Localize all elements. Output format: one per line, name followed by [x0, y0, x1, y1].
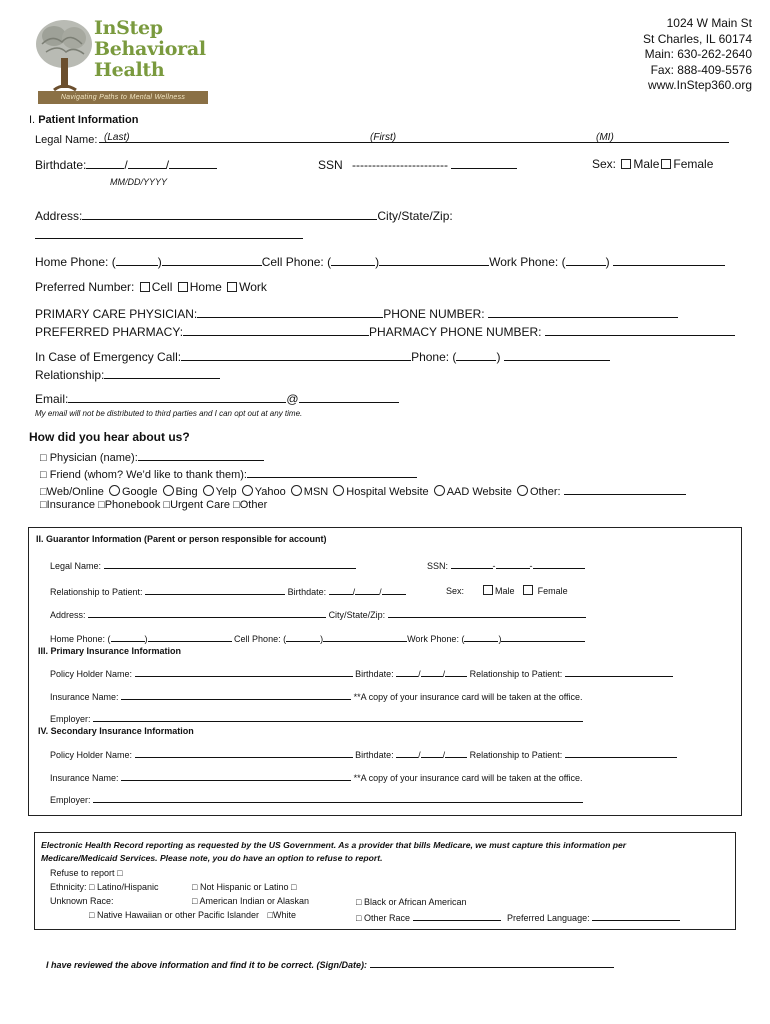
american-indian-checkbox[interactable]: □	[192, 896, 198, 906]
refuse-checkbox[interactable]: □	[117, 868, 123, 878]
guarantor-female-checkbox[interactable]	[523, 585, 533, 595]
black-row: □ Black or African American	[356, 897, 467, 907]
logo-line-1: InStep	[94, 17, 163, 39]
friend-field[interactable]	[247, 466, 417, 478]
primary-birth-month[interactable]	[396, 667, 418, 677]
phones-row: Home Phone: ( ) Cell Phone: ( ) Work Phone: ( )	[35, 254, 725, 269]
primary-insurance-title: III. Primary Insurance Information	[38, 646, 182, 656]
fax-number: Fax: 888-409-5576	[650, 62, 752, 77]
date-format-hint: MM/DD/YYYY	[110, 177, 168, 187]
relationship-field[interactable]	[104, 367, 220, 379]
primary-insurance-field[interactable]	[121, 690, 351, 700]
guarantor-relationship-field[interactable]	[145, 585, 285, 595]
guarantor-address-field[interactable]	[88, 608, 326, 618]
secondary-insurance-row: Insurance Name: **A copy of your insurance card will be taken at the office.	[50, 773, 583, 783]
birth-month-field[interactable]	[86, 157, 124, 169]
hawaiian-checkbox[interactable]: □	[89, 910, 95, 920]
legal-name-field[interactable]	[99, 131, 729, 143]
black-checkbox[interactable]: □	[356, 897, 362, 907]
male-checkbox[interactable]	[621, 159, 631, 169]
cell-phone-field[interactable]	[379, 254, 489, 266]
emergency-contact-field[interactable]	[181, 349, 411, 361]
birth-day-field[interactable]	[128, 157, 166, 169]
guarantor-phone-row: Home Phone: ( ) Cell Phone: ( ) Work Phone: ( )	[50, 632, 585, 644]
practice-address	[643, 16, 752, 94]
not-latino-row: □ Not Hispanic or Latino □	[192, 882, 297, 892]
pcp-phone-field[interactable]	[488, 306, 678, 318]
refuse-row: Refuse to report □	[50, 868, 123, 878]
logo-line-3: Health	[94, 59, 165, 81]
other-race-row: □ Other Race Preferred Language:	[356, 911, 680, 923]
msn-radio[interactable]	[291, 485, 302, 496]
preferred-home-checkbox[interactable]	[178, 282, 188, 292]
birthdate-row: Birthdate: / /	[35, 157, 217, 172]
tree-icon	[32, 14, 96, 94]
insurance-checkbox[interactable]: □	[40, 499, 47, 511]
birth-year-field[interactable]	[169, 157, 217, 169]
pharmacy-phone-field[interactable]	[545, 324, 735, 336]
guarantor-title: II. Guarantor Information (Parent or person responsible for account)	[36, 534, 327, 544]
ssn-field[interactable]	[451, 157, 517, 169]
primary-birth-day[interactable]	[421, 667, 443, 677]
secondary-birth-month[interactable]	[396, 748, 418, 758]
address-field[interactable]	[82, 208, 377, 220]
primary-insurance-row: Insurance Name: **A copy of your insurance card will be taken at the office.	[50, 692, 583, 702]
hawaiian-row: □ Native Hawaiian or other Pacific Islander □White	[89, 910, 296, 920]
phonebook-checkbox[interactable]: □	[98, 499, 105, 511]
work-phone-field[interactable]	[613, 254, 725, 266]
secondary-policy-holder-field[interactable]	[135, 748, 353, 758]
unknown-race-label: Unknown Race:	[50, 896, 114, 906]
patient-section-title: I. Patient Information	[29, 114, 139, 126]
guarantor-home-area[interactable]	[111, 632, 145, 642]
friend-row: □ Friend (whom? We’d like to thank them):	[40, 466, 417, 481]
primary-employer-field[interactable]	[93, 712, 583, 722]
city-state-zip-field[interactable]	[35, 238, 303, 239]
home-phone-field[interactable]	[162, 254, 262, 266]
relationship-row: Relationship:	[35, 367, 220, 382]
hear-title: How did you hear about us?	[29, 430, 190, 444]
secondary-policy-row: Policy Holder Name: Birthdate: / / Relationship to Patient:	[50, 748, 677, 760]
guarantor-ssn-row: SSN: - -	[427, 559, 585, 571]
main-phone: Main: 630-262-2640	[644, 47, 752, 61]
physician-checkbox[interactable]: □	[40, 452, 47, 464]
preferred-language-field[interactable]	[592, 911, 680, 921]
yelp-radio[interactable]	[203, 485, 214, 496]
guarantor-name-row: Legal Name:	[50, 559, 356, 571]
guarantor-address-row: Address: City/State/Zip:	[50, 608, 586, 620]
aad-radio[interactable]	[434, 485, 445, 496]
review-statement: I have reviewed the above information and find it to be correct. (Sign/Date):	[46, 958, 614, 970]
friend-checkbox[interactable]: □	[40, 469, 47, 481]
guarantor-ssn-1[interactable]	[451, 559, 493, 569]
primary-policy-row: Policy Holder Name: Birthdate: / / Relationship to Patient:	[50, 667, 673, 679]
secondary-relationship-field[interactable]	[565, 748, 677, 758]
secondary-birth-year[interactable]	[445, 748, 467, 758]
primary-relationship-field[interactable]	[565, 667, 673, 677]
physician-field[interactable]	[138, 449, 264, 461]
emergency-row: In Case of Emergency Call: Phone: ( )	[35, 349, 610, 364]
pcp-row: PRIMARY CARE PHYSICIAN: PHONE NUMBER:	[35, 306, 678, 321]
preferred-work-checkbox[interactable]	[227, 282, 237, 292]
source-row: □Web/Online Google Bing Yelp Yahoo MSN Hospital Website AAD Website Other:	[40, 483, 686, 498]
pharmacy-field[interactable]	[183, 324, 369, 336]
latino-checkbox[interactable]: □	[89, 882, 95, 892]
guarantor-city-field[interactable]	[388, 608, 586, 618]
pharmacy-row: PREFERRED PHARMACY: PHARMACY PHONE NUMBER:	[35, 324, 735, 339]
guarantor-sex-row: Sex: Male Female	[446, 586, 568, 596]
address-row: Address: City/State/Zip:	[35, 209, 453, 223]
first-hint: (First)	[370, 132, 397, 143]
address-line-1: 1024 W Main St	[666, 16, 752, 30]
other2-checkbox[interactable]: □	[233, 499, 240, 511]
logo-wordmark	[94, 18, 206, 81]
guarantor-name-field[interactable]	[104, 559, 356, 569]
secondary-employer-field[interactable]	[93, 793, 583, 803]
ehr-intro-line-1: Electronic Health Record reporting as requested by the US Government. As a provider that bills Medicare, we must capture this information per	[41, 840, 627, 850]
web-checkbox[interactable]: □	[40, 486, 47, 498]
guarantor-birth-day[interactable]	[355, 585, 379, 595]
last-hint: (Last)	[104, 132, 130, 143]
other-race-field[interactable]	[413, 911, 501, 921]
sex-row: Sex: Male Female	[592, 157, 714, 171]
cell-area-field[interactable]	[331, 254, 375, 266]
guarantor-work-area[interactable]	[464, 632, 498, 642]
mi-hint: (MI)	[596, 132, 614, 143]
ssn-row: SSN ------------------------	[318, 157, 517, 172]
bing-radio[interactable]	[163, 485, 174, 496]
not-latino-checkbox[interactable]: □	[192, 882, 198, 892]
guarantor-birth-year[interactable]	[382, 585, 406, 595]
female-checkbox[interactable]	[661, 159, 671, 169]
guarantor-cell-phone[interactable]	[323, 632, 407, 642]
work-area-field[interactable]	[566, 254, 606, 266]
source-row-2: □Insurance □Phonebook □Urgent Care □Other	[40, 499, 268, 511]
american-indian-row: □ American Indian or Alaskan	[192, 896, 310, 906]
guarantor-ssn-3[interactable]	[533, 559, 585, 569]
address-line-2: St Charles, IL 60174	[643, 31, 752, 46]
email-user-field[interactable]	[68, 391, 286, 403]
other-race-checkbox[interactable]: □	[356, 913, 362, 923]
logo	[32, 14, 212, 106]
guarantor-relationship-row: Relationship to Patient: Birthdate: / /	[50, 585, 406, 597]
email-row: Email: @	[35, 391, 399, 406]
white-checkbox[interactable]: □	[267, 910, 273, 920]
website: www.InStep360.org	[647, 78, 752, 92]
logo-line-2: Behavioral	[94, 38, 206, 60]
secondary-employer-row: Employer:	[50, 793, 583, 805]
logo-tagline: Navigating Paths to Mental Wellness	[38, 91, 208, 104]
guarantor-work-phone[interactable]	[501, 632, 585, 642]
preferred-number-row: Preferred Number: Cell Home Work	[35, 280, 267, 294]
physician-row: □ Physician (name):	[40, 449, 264, 464]
primary-birth-year[interactable]	[445, 667, 467, 677]
secondary-insurance-field[interactable]	[121, 771, 351, 781]
guarantor-cell-area[interactable]	[286, 632, 320, 642]
pcp-field[interactable]	[197, 306, 383, 318]
google-radio[interactable]	[109, 485, 120, 496]
guarantor-ssn-2[interactable]	[496, 559, 530, 569]
ethnicity-unknown-checkbox[interactable]: □	[291, 882, 297, 892]
ehr-intro-line-2: Medicare/Medicaid Services. Please note, you do have an option to refuse to report.	[41, 853, 383, 863]
urgent-care-checkbox[interactable]: □	[163, 499, 171, 511]
primary-policy-holder-field[interactable]	[135, 667, 353, 677]
email-domain-field[interactable]	[299, 391, 399, 403]
emergency-phone-field[interactable]	[504, 349, 610, 361]
hospital-radio[interactable]	[333, 485, 344, 496]
secondary-birth-day[interactable]	[421, 748, 443, 758]
email-note: My email will not be distributed to third parties and I can opt out at any time.	[35, 409, 303, 418]
other-radio[interactable]	[517, 485, 528, 496]
ethnicity-row: Ethnicity: □ Latino/Hispanic	[50, 882, 159, 892]
home-area-field[interactable]	[116, 254, 158, 266]
preferred-cell-checkbox[interactable]	[140, 282, 150, 292]
secondary-insurance-title: IV. Secondary Insurance Information	[38, 726, 194, 736]
yahoo-radio[interactable]	[242, 485, 253, 496]
guarantor-male-checkbox[interactable]	[483, 585, 493, 595]
guarantor-birth-month[interactable]	[329, 585, 353, 595]
legal-name-row: Legal Name:	[35, 131, 729, 146]
guarantor-home-phone[interactable]	[148, 632, 232, 642]
primary-employer-row: Employer:	[50, 712, 583, 724]
other-source-field[interactable]	[564, 483, 686, 495]
emergency-area-field[interactable]	[456, 349, 496, 361]
signature-date-field[interactable]	[370, 958, 614, 968]
